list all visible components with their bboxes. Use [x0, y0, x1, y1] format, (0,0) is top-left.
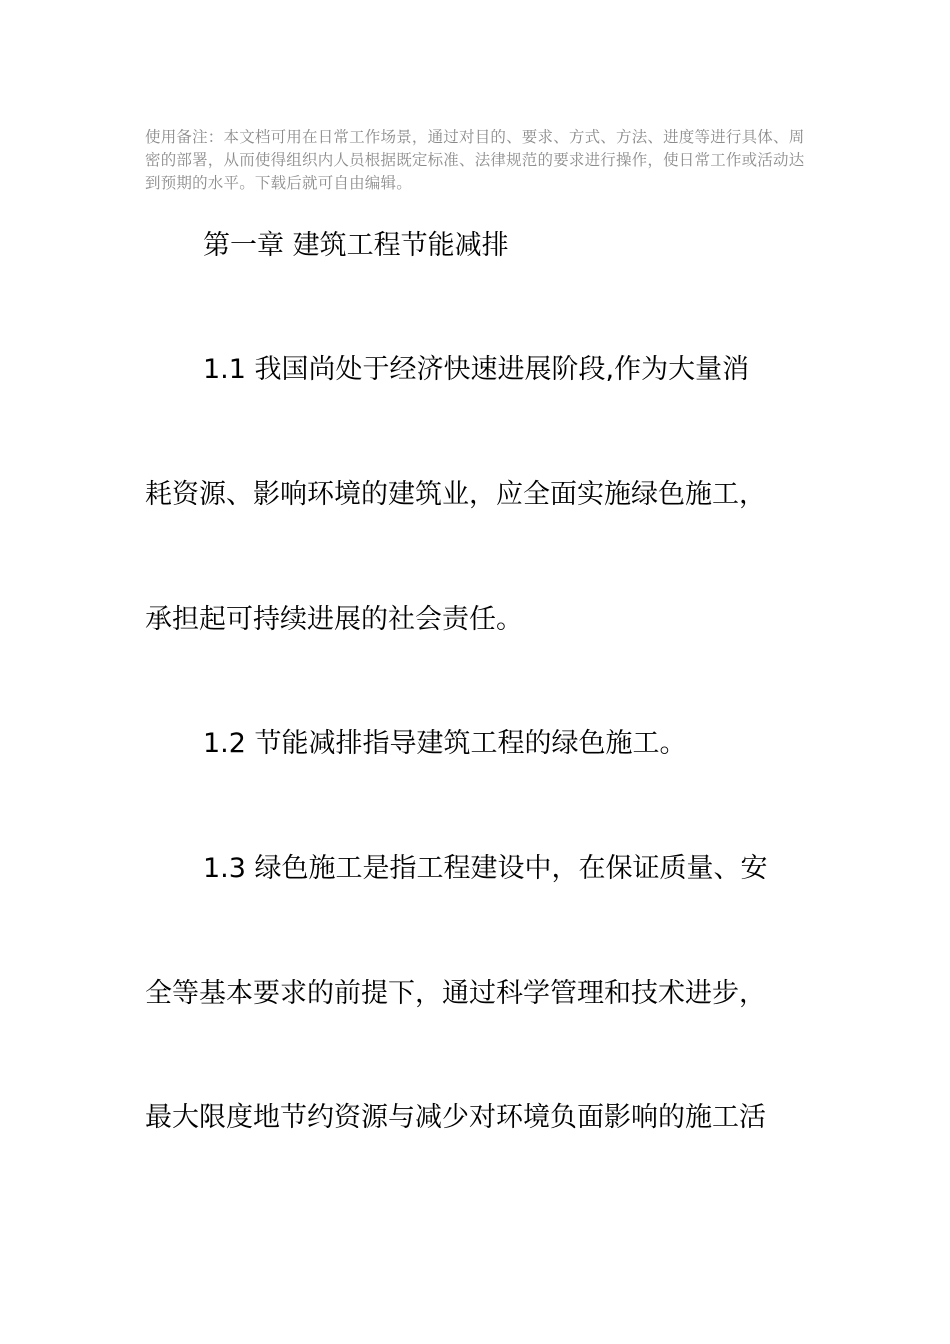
body-line-6: 全等基本要求的前提下，通过科学管理和技术进步， [145, 978, 766, 1009]
body-line-4: 1.2 节能减排指导建筑工程的绿色施工。 [203, 728, 687, 759]
body-line-3: 承担起可持续进展的社会责任。 [145, 604, 523, 635]
body-line-2: 耗资源、影响环境的建筑业，应全面实施绿色施工， [145, 479, 766, 510]
body-line-1: 1.1 我国尚处于经济快速进展阶段,作为大量消 [203, 354, 750, 385]
body-line-7: 最大限度地节约资源与减少对环境负面影响的施工活 [145, 1102, 766, 1133]
body-line-5: 1.3 绿色施工是指工程建设中，在保证质量、安 [203, 853, 768, 884]
usage-note: 使用备注：本文档可用在日常工作场景，通过对目的、要求、方式、方法、进度等进行具体、周密的部署，从而使得组织内人员根据既定标准、法律规范的要求进行操作，使日常工作或活动达到预期的水平。下载后就可自由编辑。 [145, 128, 805, 192]
chapter-title: 第一章 建筑工程节能减排 [203, 230, 509, 261]
